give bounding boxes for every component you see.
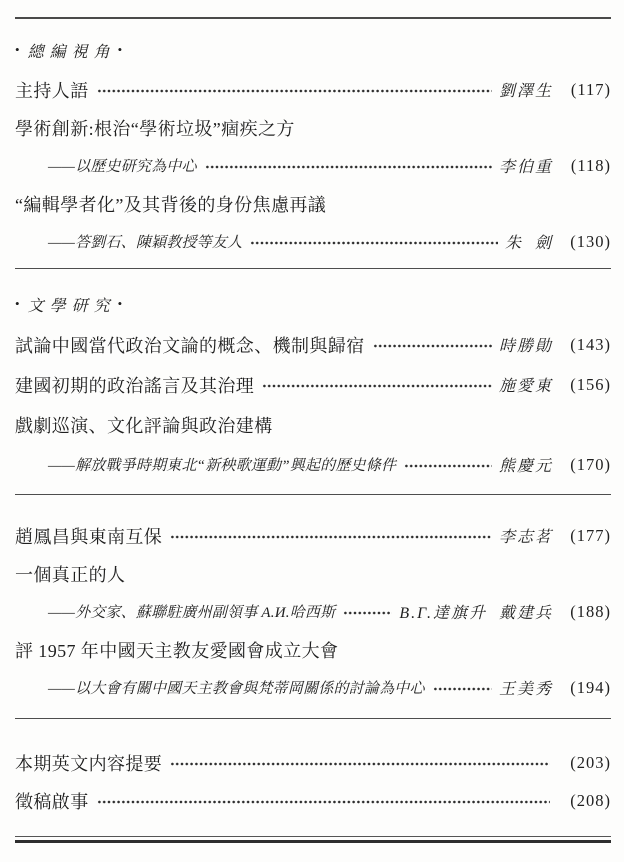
- entry-title: “編輯學者化”及其背後的身份焦慮再議: [15, 194, 327, 215]
- toc-entry: [15, 147, 611, 185]
- entry-author: 熊慶元: [498, 458, 553, 475]
- toc-entry: [15, 593, 611, 631]
- entry-title: 本期英文内容提要: [15, 753, 163, 774]
- toc-section: [15, 31, 611, 261]
- dot-leader: [373, 342, 492, 350]
- dot-leader: [170, 760, 550, 768]
- section-header-label: 總編視角: [27, 44, 116, 61]
- entry-title: 主持人語: [15, 80, 89, 101]
- entry-author: 劉澤生: [498, 83, 553, 100]
- entry-page-number: (194): [570, 677, 611, 697]
- section-divider: [15, 268, 611, 269]
- top-rule: [15, 17, 611, 19]
- entry-author: 李伯重: [498, 159, 553, 176]
- entry-page-number: (203): [570, 752, 611, 772]
- entry-title: ——以大會有關中國天主教會與梵蒂岡關係的討論為中心: [48, 681, 425, 697]
- entry-title: ——以歷史研究為中心: [48, 159, 197, 175]
- section-divider: [15, 718, 611, 719]
- entry-title: 戲劇巡演、文化評論與政治建構: [15, 415, 273, 436]
- dot-leader: [262, 382, 492, 390]
- toc-entry: [15, 365, 611, 405]
- entry-page-number: (130): [570, 231, 611, 251]
- entry-title: 試論中國當代政治文論的概念、機制與歸宿: [15, 335, 365, 356]
- bullet-icon: •: [117, 295, 123, 311]
- dot-leader: [250, 239, 498, 247]
- toc-entry: [15, 445, 611, 485]
- dot-leader: [205, 163, 492, 171]
- toc-entry: [15, 555, 611, 593]
- entry-title: 建國初期的政治謠言及其治理: [15, 375, 255, 396]
- section-header: [15, 31, 611, 71]
- entry-title: 一個真正的人: [15, 564, 126, 585]
- entry-author: 時勝勛: [498, 338, 553, 355]
- bottom-double-rule: [15, 836, 611, 843]
- toc-entry: [15, 325, 611, 365]
- toc-entry: [15, 517, 611, 555]
- toc-entry: [15, 223, 611, 261]
- dot-leader: [97, 87, 492, 95]
- entry-page-number: (156): [570, 374, 611, 394]
- bullet-icon: •: [15, 295, 20, 311]
- toc-body: [15, 31, 611, 820]
- entry-author: 李志茗: [498, 529, 553, 546]
- toc-section: [15, 285, 611, 485]
- toc-entry: [15, 109, 611, 147]
- dot-leader: [404, 462, 492, 470]
- dot-leader: [433, 685, 492, 693]
- dot-leader: [343, 609, 392, 617]
- entry-page-number: (208): [570, 790, 611, 810]
- entry-title: 趙鳳昌與東南互保: [15, 526, 163, 547]
- bullet-icon: •: [15, 41, 20, 57]
- toc-entry: [15, 405, 611, 445]
- dot-leader: [97, 798, 550, 806]
- entry-title: ——解放戰爭時期東北“新秧歌運動”興起的歷史條件: [48, 458, 397, 474]
- entry-title: ——答劉石、陳穎教授等友人: [48, 235, 243, 251]
- toc-entry: [15, 631, 611, 669]
- dot-leader: [170, 533, 492, 541]
- toc-entry: [15, 71, 611, 109]
- entry-page-number: (118): [570, 155, 611, 175]
- entry-author: 施愛東: [498, 378, 553, 395]
- entry-page-number: (170): [570, 454, 611, 474]
- section-header-label: 文學研究: [27, 298, 116, 315]
- entry-title: 評 1957 年中國天主教友愛國會成立大會: [15, 640, 339, 661]
- entry-author: 朱 劍: [504, 235, 553, 252]
- toc-section: [15, 744, 611, 820]
- entry-page-number: (177): [570, 525, 611, 545]
- entry-title: ——外交家、蘇聯駐廣州副領事 А.И.哈西斯: [48, 605, 336, 621]
- entry-page-number: (188): [570, 601, 611, 621]
- section-header: [15, 285, 611, 325]
- entry-page-number: (117): [570, 79, 611, 99]
- section-divider: [15, 494, 611, 495]
- entry-title: 徵稿啟事: [15, 791, 89, 812]
- entry-page-number: (143): [570, 334, 611, 354]
- toc-section: [15, 517, 611, 707]
- entry-title: 學術創新:根治“學術垃圾”痼疾之方: [15, 118, 295, 139]
- toc-entry: [15, 669, 611, 707]
- toc-entry: [15, 782, 611, 820]
- toc-entry: [15, 744, 611, 782]
- toc-entry: [15, 185, 611, 223]
- bullet-icon: •: [117, 41, 123, 57]
- entry-author: В.Г.達旗升 戴建兵: [399, 605, 553, 622]
- entry-author: 王美秀: [498, 681, 553, 698]
